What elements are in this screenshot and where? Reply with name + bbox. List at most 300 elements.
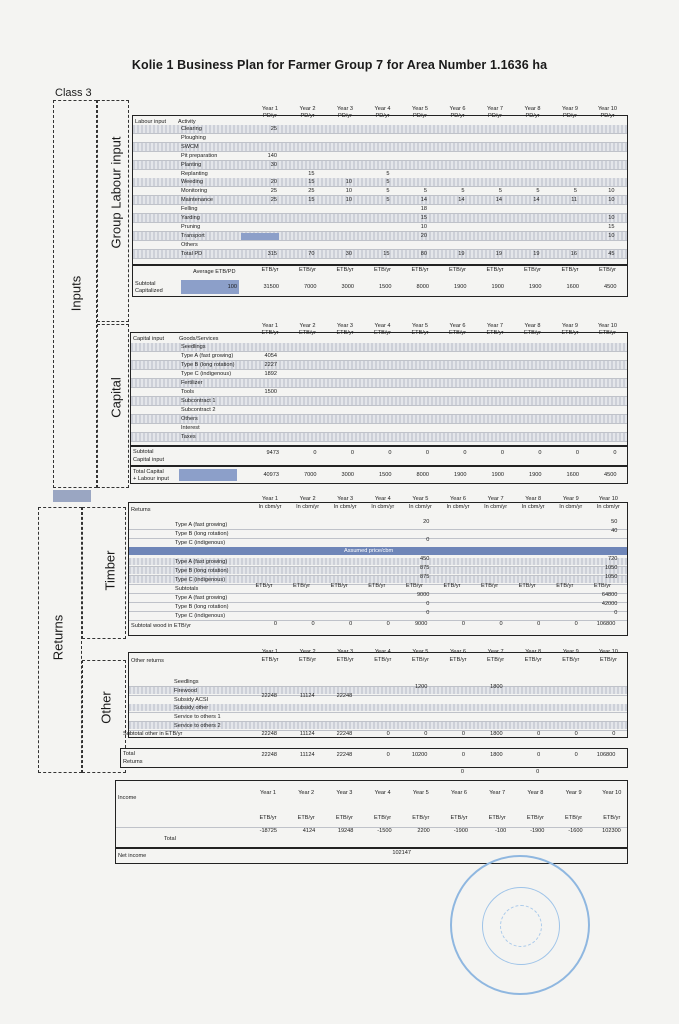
etb-unit: ETB/yr [443, 583, 461, 589]
capital-col-title: Capital input [133, 336, 165, 342]
labour-cell: 15 [420, 215, 427, 221]
labour-cell: 5 [423, 188, 427, 195]
labour-cell: 5 [536, 188, 540, 195]
year-header: Year 5 [412, 323, 428, 329]
labour-subtotal-cell: 7000 [304, 284, 317, 290]
group-labour-label: Group Labour input [108, 136, 124, 249]
capital-total-cell: 8000 [416, 472, 429, 478]
row-divider [133, 204, 627, 205]
year-unit: In cbm/yr [521, 504, 545, 510]
year-header: Year 6 [450, 496, 466, 502]
row-divider [131, 405, 627, 406]
year-unit: ETB/yr [374, 657, 392, 663]
page-title: Kolie 1 Business Plan for Farmer Group 7 for Area Number 1.1636 ha [131, 58, 548, 72]
capital-subtotal-cell: 0 [538, 450, 542, 456]
year-header: Year 4 [374, 106, 391, 112]
year-unit: In cbm/yr [333, 504, 357, 510]
row-shading [133, 143, 627, 151]
other-cell: 1800 [490, 683, 503, 690]
etb-unit: ETB/yr [411, 267, 429, 273]
returns-label-small: Returns [123, 759, 143, 765]
capital-goods-label: Others [181, 416, 198, 422]
etb-unit: ETB/yr [255, 583, 273, 589]
year-header: Year 1 [262, 649, 278, 655]
year-unit: PD/yr [413, 113, 427, 119]
income-total-cell: -1900 [453, 828, 468, 834]
capital-total-cell: 7000 [304, 472, 317, 478]
year-header: Year 10 [602, 790, 622, 796]
year-header: Year 8 [525, 649, 542, 655]
year-header: Year 7 [489, 790, 506, 796]
year-unit: ETB/yr [488, 815, 506, 821]
year-header: Year 7 [487, 106, 503, 112]
labour-activity-label: Total PD [181, 250, 203, 257]
etb-unit: ETB/yr [373, 267, 392, 273]
labour-cell: 25 [270, 197, 277, 204]
subtotal-label: Subtotal [133, 449, 154, 455]
extra-zero: 0 [536, 769, 540, 775]
etb-unit: ETB/yr [481, 583, 499, 589]
labour-activity-label: SWCM [181, 143, 199, 150]
labour-activity-label: Ploughing [181, 134, 206, 141]
year-unit: In cbm/yr [258, 504, 282, 510]
year-header: Year 8 [527, 790, 544, 796]
labour-cell: 15 [308, 197, 315, 204]
labour-cell: 10 [345, 179, 352, 186]
row-divider [133, 151, 627, 152]
labour-cell: 25 [270, 126, 277, 132]
other-total-cell: 11124 [299, 752, 315, 758]
labour-subtotal-cell: 1600 [566, 284, 579, 290]
labour-activity-label: Maintenance [181, 197, 214, 204]
labour-cell: 5 [573, 188, 577, 195]
year-header: Year 5 [412, 496, 429, 502]
income-col-title: Income [118, 795, 137, 801]
other-total-cell: 22248 [336, 752, 353, 758]
year-unit: ETB/yr [561, 330, 579, 336]
labour-cell: 18 [420, 206, 427, 213]
year-header: Year 3 [337, 106, 353, 112]
labour-cell: 15 [608, 223, 615, 230]
year-unit: PD/yr [525, 113, 540, 119]
year-header: Year 1 [260, 790, 276, 796]
capital-cell: 1892 [264, 371, 277, 377]
capital-goods-label: Type C (indigenous) [181, 371, 232, 377]
capital-goods-label: Tools [181, 389, 195, 395]
year-unit: ETB/yr [261, 657, 279, 663]
year-unit: ETB/yr [299, 657, 317, 663]
capital-subtotal-cell: 0 [575, 450, 579, 456]
year-header: Year 4 [374, 496, 391, 502]
year-header: Year 5 [412, 790, 429, 796]
labour-activity-label: Yarding [181, 215, 200, 221]
etb-unit: ETB/yr [593, 583, 611, 589]
etb-unit: ETB/yr [518, 583, 536, 589]
labour-activity-label: Transport [181, 232, 205, 239]
total-label: Total [123, 751, 135, 757]
year-header: Year 9 [565, 790, 582, 796]
income-total-cell: 4124 [302, 828, 316, 834]
labour-activity-label: Replanting [181, 170, 208, 177]
year-unit: In cbm/yr [596, 504, 620, 510]
labour-cell: 30 [345, 250, 352, 257]
year-header: Year 5 [412, 106, 428, 112]
capitalized-label: Capitalized [135, 288, 163, 294]
extra-zero: 0 [460, 769, 464, 775]
year-unit: In cbm/yr [446, 504, 470, 510]
income-total-cell: 19248 [337, 828, 354, 834]
labour-cell: 25 [308, 188, 315, 195]
row-shading [133, 161, 627, 169]
labour-cell: 11 [571, 197, 577, 204]
other-total-cell: 22248 [261, 752, 277, 758]
year-unit: ETB/yr [259, 815, 277, 821]
etb-unit: ETB/yr [330, 583, 348, 589]
labour-cell: 315 [267, 250, 277, 257]
etb-unit: ETB/yr [523, 267, 542, 273]
year-unit: ETB/yr [297, 815, 315, 821]
other-cell: 22248 [336, 692, 353, 699]
labour-activity-label: Pruning [181, 223, 201, 230]
year-unit: ETB/yr [298, 330, 317, 336]
labour-cell: 15 [308, 170, 315, 177]
capital-subtotal-cell: 0 [463, 450, 467, 456]
labour-cell: 45 [608, 250, 615, 257]
row-divider [133, 240, 627, 241]
labour-cell: 5 [386, 179, 390, 186]
year-header: Year 10 [598, 496, 618, 502]
timber-col-title: Returns [131, 507, 151, 513]
row-divider [131, 387, 627, 388]
year-unit: In cbm/yr [371, 504, 395, 510]
other-subtotal-cell: 0 [612, 731, 616, 737]
year-header: Year 7 [487, 496, 504, 502]
labour-cell: 25 [270, 188, 277, 195]
timber-type-label: Type A (fast growing) [175, 595, 228, 601]
year-header: Year 7 [487, 323, 503, 329]
year-unit: ETB/yr [412, 815, 430, 821]
timber-cell: 0 [614, 610, 618, 616]
other-subtotal-cell: 0 [386, 731, 390, 737]
year-unit: PD/yr [375, 113, 390, 119]
other-subtotal-cell: 22248 [336, 731, 353, 737]
capital-goods-label: Subcontract 2 [181, 407, 216, 413]
wood-subtotal-cell: 0 [311, 621, 315, 627]
capital-subtotal-cell: 9473 [266, 450, 279, 456]
other-label: Other [98, 691, 114, 724]
assumed-price-label: Assumed price/cbm [344, 548, 394, 554]
other-total-cell: 1800 [490, 752, 503, 758]
income-total-cell: -1500 [377, 828, 392, 834]
subtotal-wood-label: Subtotal wood in ETB/yr [131, 623, 192, 629]
year-header: Year 3 [337, 496, 354, 502]
wood-subtotal-cell: 0 [273, 621, 277, 627]
other-subtotal-cell: 0 [574, 731, 578, 737]
capital-subtotal-cell: 0 [388, 450, 392, 456]
row-divider [133, 169, 627, 170]
other-return-label: Firewood [174, 687, 198, 694]
capital-goods-label: Type B (long rotation) [181, 362, 235, 368]
capital-goods-label: Seedlings [181, 344, 206, 350]
timber-type-label: Type B (long rotation) [175, 568, 229, 574]
year-unit: ETB/yr [448, 330, 467, 336]
capital-subtotal-cell: 0 [350, 450, 354, 456]
capital-goods-label: Fertilizer [181, 380, 203, 386]
total-capital-label: Total Capital [133, 469, 164, 475]
income-total-cell: -1900 [530, 828, 545, 834]
row-divider [131, 441, 627, 442]
timber-type-label: Type C (indigenous) [175, 577, 226, 583]
year-unit: In cbm/yr [559, 504, 583, 510]
other-return-label: Seedlings [174, 679, 199, 685]
labour-table [132, 106, 628, 265]
wood-subtotal-cell: 0 [574, 621, 578, 627]
labour-activity-label: Clearing [181, 126, 202, 132]
income-total-cell: -1600 [568, 828, 583, 834]
year-header: Year 2 [299, 106, 316, 112]
labour-activity-label: Others [181, 241, 198, 248]
year-unit: ETB/yr [562, 657, 580, 663]
labour-cell: 140 [267, 152, 277, 159]
labour-cell: 14 [533, 197, 540, 204]
labour-subtotal-box [132, 265, 628, 297]
year-header: Year 1 [262, 106, 278, 112]
year-header: Year 2 [299, 323, 316, 329]
other-subtotal-cell: 0 [461, 731, 465, 737]
labour-cell: 19 [458, 250, 465, 257]
year-header: Year 6 [450, 649, 466, 655]
year-header: Year 5 [412, 649, 429, 655]
year-header: Year 3 [337, 649, 354, 655]
row-divider [131, 351, 627, 352]
year-unit: PD/yr [300, 113, 315, 119]
timber-cell: 20 [423, 519, 430, 525]
capital-subtotal-cell: 0 [500, 450, 504, 456]
net-income-value: 102147 [392, 850, 411, 856]
other-total-cell: 0 [461, 752, 465, 758]
labour-cell: 5 [386, 197, 390, 204]
capital-subtotal-cell: 0 [313, 450, 317, 456]
other-total-cell: 0 [386, 752, 390, 758]
timber-cell: 0 [426, 601, 430, 607]
capital-input-label: Capital input [133, 457, 165, 463]
income-total-label: Total [164, 836, 176, 842]
other-subtotal-cell: 0 [537, 731, 541, 737]
labour-cell: 14 [458, 197, 465, 204]
timber-cell: 64800 [601, 592, 618, 598]
year-unit: PD/yr [488, 113, 502, 119]
labour-cell: 10 [608, 232, 615, 239]
labour-input-label: + Labour input [133, 476, 169, 482]
etb-unit: ETB/yr [368, 583, 386, 589]
labour-cell: 20 [420, 232, 427, 239]
labour-cell: 5 [386, 188, 390, 195]
year-unit: ETB/yr [336, 657, 354, 663]
subtotal-label: Subtotal [135, 281, 156, 287]
row-divider [131, 369, 627, 370]
labour-cell: 19 [495, 250, 502, 257]
other-table [123, 649, 628, 738]
goods-col-title: Goods/Services [179, 336, 219, 342]
timber-cell: 0 [426, 610, 430, 616]
row-divider [133, 186, 627, 187]
year-header: Year 9 [562, 323, 578, 329]
year-unit: ETB/yr [261, 330, 279, 336]
year-header: Year 10 [598, 649, 618, 655]
wood-subtotal-cell: 106800 [596, 621, 616, 627]
capital-total-cell: 3000 [341, 472, 354, 478]
row-shading [129, 687, 627, 694]
labour-cell: 10 [345, 188, 352, 195]
etb-unit: ETB/yr [298, 267, 317, 273]
timber-type-label: Type C (indigenous) [175, 613, 226, 619]
year-unit: In cbm/yr [296, 504, 320, 510]
labour-cell: 70 [308, 250, 315, 257]
row-shading [133, 214, 627, 222]
row-shading [131, 379, 627, 387]
year-header: Year 2 [298, 790, 315, 796]
year-header: Year 10 [597, 106, 618, 112]
year-header: Year 6 [449, 323, 466, 329]
capital-total-cell: 1900 [454, 472, 467, 478]
labour-cell: 16 [570, 250, 577, 257]
capital-goods-label: Type A (fast growing) [181, 353, 234, 359]
wood-subtotal-cell: 0 [349, 621, 353, 627]
timber-cell: 40 [611, 528, 618, 534]
timber-cell: 450 [420, 556, 430, 562]
wood-subtotal-cell: 9000 [414, 621, 428, 627]
capital-goods-label: Interest [181, 425, 200, 431]
year-unit: In cbm/yr [408, 504, 432, 510]
other-return-label: Service to others 1 [174, 714, 221, 721]
capital-total-cell: 1900 [529, 472, 542, 478]
timber-cell: 42000 [601, 601, 618, 607]
income-table [115, 780, 628, 848]
year-header: Year 1 [262, 496, 278, 502]
year-unit: ETB/yr [450, 815, 468, 821]
row-shading [131, 433, 627, 441]
year-header: Year 1 [262, 323, 278, 329]
labour-cell: 10 [608, 197, 615, 204]
labour-activity-label: Weeding [181, 179, 203, 186]
activity-col-title: Activity [178, 119, 196, 125]
other-subtotal-cell: 0 [424, 731, 428, 737]
year-unit: PD/yr [338, 113, 352, 119]
capital-total-cell: 1500 [379, 472, 392, 478]
year-unit: ETB/yr [598, 330, 617, 336]
year-unit: ETB/yr [449, 657, 467, 663]
other-return-label: Subsidy ACSI [174, 696, 209, 703]
other-total-box [120, 748, 628, 768]
year-header: Year 9 [562, 106, 578, 112]
labour-cell: 5 [498, 188, 502, 195]
returns-label: Returns [50, 614, 66, 661]
avg-value: 100 [227, 284, 237, 290]
row-shading [131, 415, 627, 423]
timber-table [128, 496, 628, 636]
row-shading [133, 232, 627, 240]
avg-etb-label: Average ETB/PD [193, 269, 236, 275]
year-header: Year 8 [524, 323, 541, 329]
capital-goods-label: Subcontract 1 [181, 398, 216, 404]
other-subtotal-cell: 22248 [261, 731, 277, 737]
year-header: Year 2 [299, 496, 316, 502]
row-divider [129, 529, 627, 530]
labour-cell: 80 [420, 250, 427, 257]
other-total-cell: 0 [574, 752, 578, 758]
labour-cell: 10 [608, 215, 615, 221]
year-unit: ETB/yr [526, 815, 544, 821]
timber-cell: 875 [420, 574, 430, 580]
year-header: Year 8 [525, 496, 542, 502]
row-shading [133, 125, 627, 133]
year-unit: ETB/yr [603, 815, 621, 821]
year-unit: ETB/yr [565, 815, 583, 821]
year-unit: ETB/yr [487, 657, 505, 663]
etb-unit: ETB/yr [336, 267, 354, 273]
row-divider [131, 423, 627, 424]
labour-cell: 19 [533, 250, 540, 257]
class-label: Class 3 [55, 87, 92, 99]
year-unit: PD/yr [263, 113, 277, 119]
row-divider [129, 602, 627, 603]
labour-subtotal-cell: 1900 [491, 284, 504, 290]
labour-cell: 15 [383, 250, 390, 257]
wood-subtotal-cell: 0 [537, 621, 541, 627]
other-col-title: Other returns [131, 658, 164, 664]
labour-cell: 5 [461, 188, 465, 195]
labour-cell: 14 [420, 197, 427, 204]
row-divider [133, 133, 627, 134]
timber-type-label: Type C (indigenous) [175, 540, 226, 546]
wood-subtotal-cell: 0 [461, 621, 465, 627]
timber-label: Timber [102, 550, 118, 591]
labour-cell: 20 [270, 179, 277, 186]
year-header: Year 4 [374, 323, 391, 329]
year-header: Year 6 [449, 106, 466, 112]
year-unit: ETB/yr [373, 330, 392, 336]
other-return-label: Service to others 2 [174, 723, 221, 729]
official-stamp [450, 855, 590, 995]
year-unit: PD/yr [600, 113, 615, 119]
capital-cell: 1500 [264, 389, 277, 395]
labour-subtotal-cell: 31500 [263, 284, 279, 290]
timber-type-label: Type B (long rotation) [175, 531, 229, 537]
labour-subtotal-cell: 1500 [379, 284, 392, 290]
capital-cell: 2227 [264, 362, 277, 368]
timber-cell: 0 [426, 537, 430, 543]
capital-subtotal-box [130, 446, 628, 466]
labour-cell: 15 [308, 179, 315, 186]
labour-subtotal-cell: 1900 [454, 284, 467, 290]
other-subtotal-cell: 1800 [490, 731, 503, 737]
year-unit: ETB/yr [524, 657, 542, 663]
labour-activity-label: Pit preparation [181, 152, 218, 159]
other-total-cell: 10200 [411, 752, 428, 758]
labour-cell: 5 [386, 170, 390, 177]
year-unit: ETB/yr [411, 330, 429, 336]
other-total-cell: 0 [537, 752, 541, 758]
etb-unit: ETB/yr [448, 267, 467, 273]
subtotal-other-label: Subtotal other in ETB/yr [123, 731, 183, 737]
labour-activity-label: Felling [181, 206, 198, 213]
labour-activity-label: Monitoring [181, 188, 208, 195]
year-header: Year 6 [451, 790, 467, 796]
other-cell: 22248 [261, 692, 277, 699]
capital-total-cell: 4500 [604, 472, 617, 478]
inputs-label: Inputs [68, 275, 84, 312]
other-return-label: Subsidy other [174, 705, 209, 712]
